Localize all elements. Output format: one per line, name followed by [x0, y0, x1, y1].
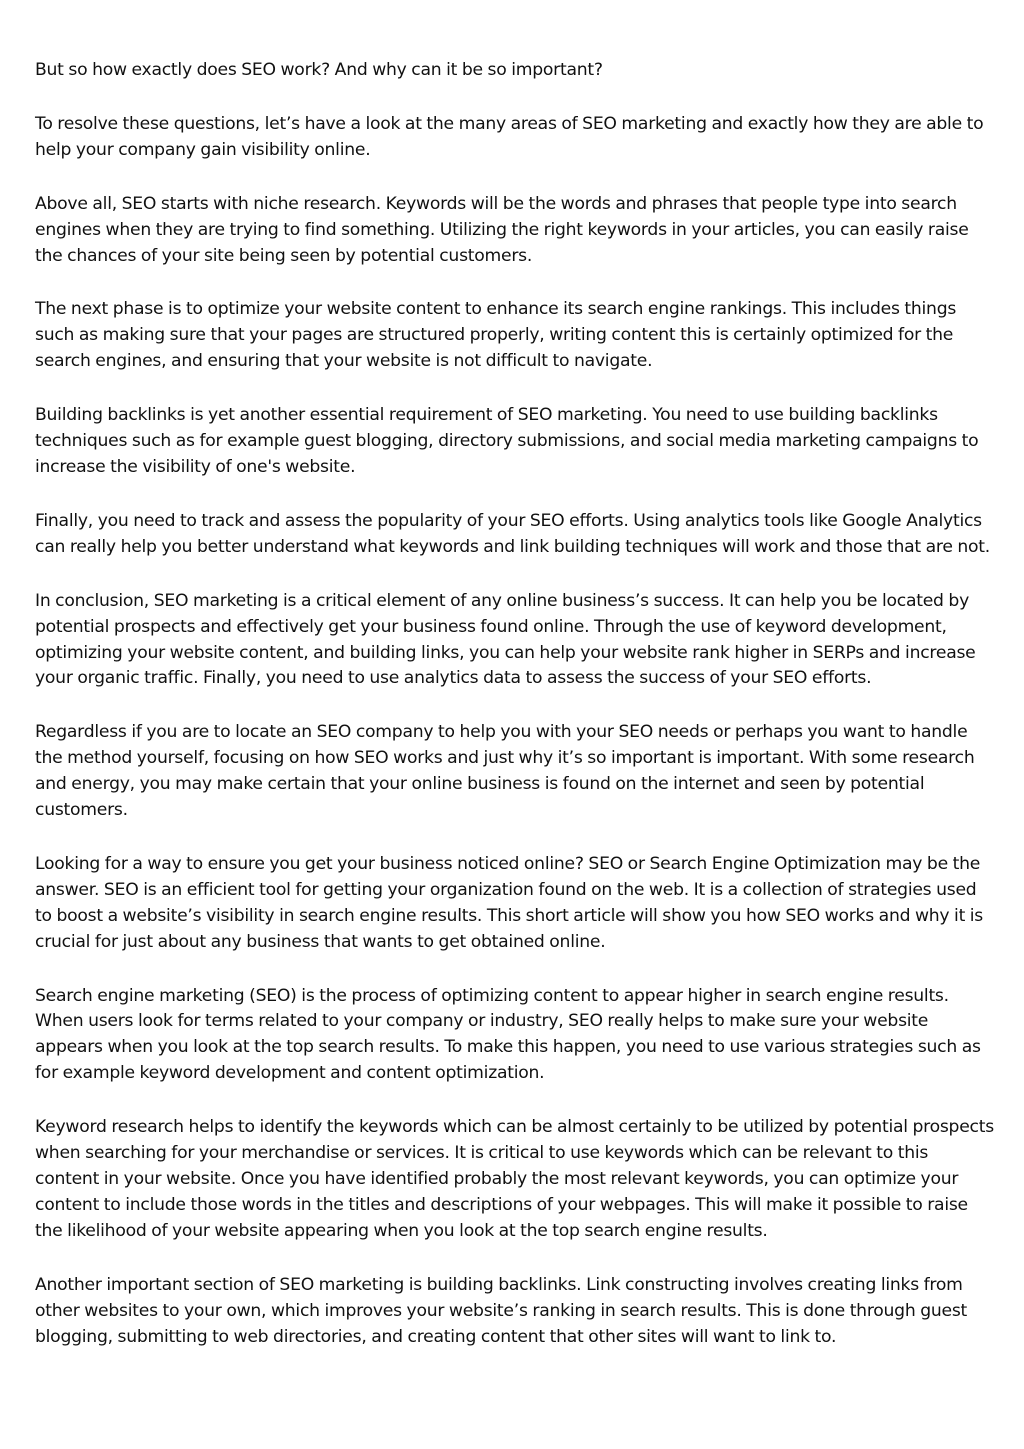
paragraph-12: Another important section of SEO marketing is building backlinks. Link constructing involves creating links from other websites to your own, which improves your website’s ranking in search results. This is done through guest blogging, submitting to web directories, and creating content that other sites will want to link to. — [35, 1274, 968, 1347]
document-body — [35, 58, 995, 1378]
paragraph-3: Above all, SEO starts with niche research. Keywords will be the words and phrases that people type into search engines when they are trying to find something. Utilizing the right keywords in your articles, you can easily raise the chances of your site being seen by potential customers. — [35, 193, 969, 266]
paragraph-9: Looking for a way to ensure you get your business noticed online? SEO or Search Engine Optimization may be the answer. SEO is an efficient tool for getting your organization found on the web. It is a collection of strategies used to boost a website’s visibility in search engine results. This short article will show you how SEO works and why it is crucial for just about any business that wants to get obtained online. — [35, 853, 984, 952]
paragraph-1: But so how exactly does SEO work? And why can it be so important? — [35, 60, 603, 80]
paragraph-8: Regardless if you are to locate an SEO company to help you with your SEO needs or perhaps you want to handle the method yourself, focusing on how SEO works and just why it’s so important is important. With some research and energy, you may make certain that your online business is found on the internet and seen by potential customers. — [35, 722, 975, 821]
paragraph-10: Search engine marketing (SEO) is the process of optimizing content to appear higher in search engine results. When users look for terms related to your company or industry, SEO really helps to make sure your website appears when you look at the top search results. To make this happen, you need to use various strategies such as for example keyword development and content optimization. — [35, 985, 981, 1084]
paragraph-6: Finally, you need to track and assess the popularity of your SEO efforts. Using analytics tools like Google Analytics can really help you better understand what keywords and link building techniques will work and those that are not. — [35, 510, 990, 557]
paragraph-11: Keyword research helps to identify the keywords which can be almost certainly to be utilized by potential prospects when searching for your merchandise or services. It is critical to use keywords which can be relevant to this content in your website. Once you have identified probably the most relevant keywords, you can optimize your content to include those words in the titles and descriptions of your webpages. This will make it possible to raise the likelihood of your website appearing when you look at the top search engine results. — [35, 1117, 994, 1241]
paragraph-7: In conclusion, SEO marketing is a critical element of any online business’s success. It can help you be located by potential prospects and effectively get your business found online. Through the use of keyword development, optimizing your website content, and building links, you can help your website rank higher in SERPs and increase your organic traffic. Finally, you need to use analytics data to assess the success of your SEO efforts. — [35, 590, 976, 689]
paragraph-2: To resolve these questions, let’s have a look at the many areas of SEO marketing and exactly how they are able to help your company gain visibility online. — [35, 113, 984, 160]
paragraph-5: Building backlinks is yet another essential requirement of SEO marketing. You need to use building backlinks techniques such as for example guest blogging, directory submissions, and social media marketing campaigns to increase the visibility of one's website. — [35, 405, 979, 477]
paragraph-4: The next phase is to optimize your website content to enhance its search engine rankings. This includes things such as making sure that your pages are structured properly, writing content this is certainly optimized for the search engines, and ensuring that your website is not difficult to navigate. — [35, 299, 957, 372]
